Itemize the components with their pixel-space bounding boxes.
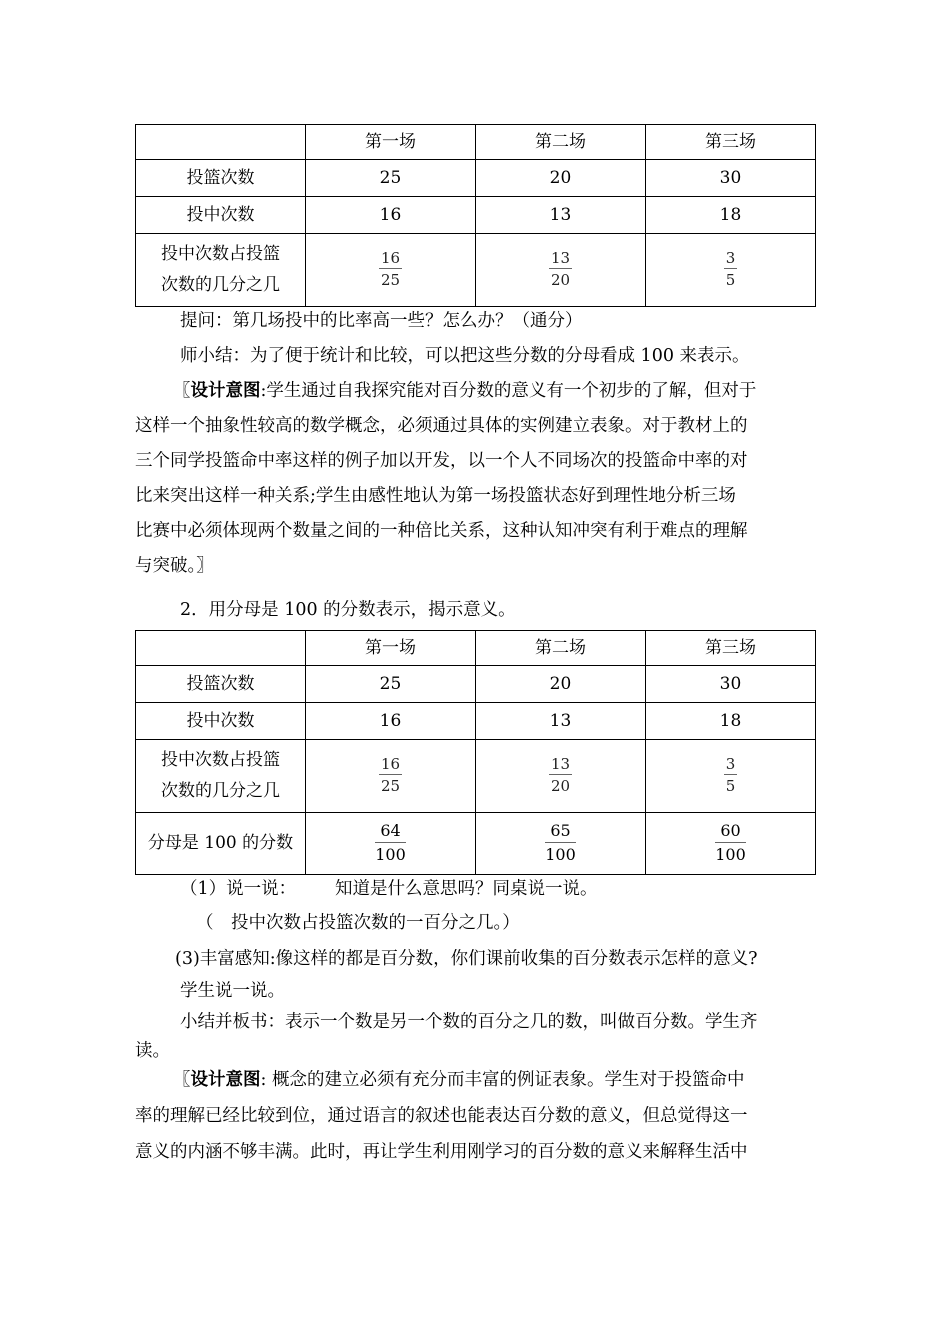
numerator: 60 xyxy=(715,822,746,843)
conclusion-line: 读。 xyxy=(135,1041,170,1061)
numerator: 3 xyxy=(724,250,738,270)
denominator: 25 xyxy=(380,271,401,290)
denominator: 25 xyxy=(380,777,401,796)
students-say: 学生说一说。 xyxy=(180,981,285,1001)
paragraph-line xyxy=(173,1072,744,1090)
row-label-line: 次数的几分之几 xyxy=(161,781,280,801)
paragraph-line: 比赛中必须体现两个数量之间的一种倍比关系，这种认知冲突有利于难点的理解 xyxy=(135,521,748,541)
row-label: 投篮次数 xyxy=(136,160,306,197)
teacher-summary: 师小结：为了便于统计和比较，可以把这些分数的分母看成 100 来表示。 xyxy=(180,346,750,366)
table-cell: 25 xyxy=(306,160,476,197)
row-label-line: 次数的几分之几 xyxy=(161,275,280,295)
denominator: 5 xyxy=(725,271,736,290)
numerator: 13 xyxy=(549,250,572,270)
table-cell: 13 xyxy=(476,703,646,740)
fraction-cell xyxy=(476,234,646,307)
table-percent-fractions xyxy=(135,630,816,875)
denominator: 5 xyxy=(725,777,736,796)
row-label xyxy=(136,740,306,813)
fraction xyxy=(379,250,402,289)
fraction xyxy=(379,756,402,795)
table-header-cell: 第一场 xyxy=(306,125,476,160)
question-text: 提问：第几场投中的比率高一些？怎么办？（通分） xyxy=(180,311,583,331)
numerator: 3 xyxy=(724,756,738,776)
fraction-cell xyxy=(306,740,476,813)
numerator: 64 xyxy=(375,822,406,843)
table-row xyxy=(136,197,816,234)
row-label: 投中次数 xyxy=(136,197,306,234)
paragraph-line: 率的理解已经比较到位，通过语言的叙述也能表达百分数的意义，但总觉得这一 xyxy=(135,1106,748,1126)
row-label xyxy=(136,234,306,307)
denominator: 20 xyxy=(550,271,571,290)
denominator: 100 xyxy=(545,844,576,864)
fraction-cell xyxy=(646,740,816,813)
fraction-cell xyxy=(646,234,816,307)
fraction xyxy=(724,250,738,289)
paragraph-line: 这样一个抽象性较高的数学概念，必须通过具体的实例建立表象。对于教材上的 xyxy=(135,416,748,436)
bracket: 〖 xyxy=(173,381,191,401)
paragraph-line: 意义的内涵不够丰满。此时，再让学生利用刚学习的百分数的意义来解释生活中 xyxy=(135,1142,748,1162)
table-row xyxy=(136,666,816,703)
numerator: 16 xyxy=(379,250,402,270)
fraction-cell xyxy=(476,813,646,875)
item-1-prompt: （1）说一说： xyxy=(180,879,297,899)
paragraph-line xyxy=(173,383,756,401)
row-label-line: 投中次数占投篮 xyxy=(161,749,280,770)
table-row xyxy=(136,703,816,740)
table-header-row xyxy=(136,125,816,160)
table-header-cell: 第二场 xyxy=(476,125,646,160)
row-label: 投中次数 xyxy=(136,703,306,740)
row-label: 投篮次数 xyxy=(136,666,306,703)
table-row xyxy=(136,234,816,307)
fraction-cell xyxy=(306,813,476,875)
fraction xyxy=(549,756,572,795)
table-row xyxy=(136,813,816,875)
design-intent-paragraph xyxy=(135,383,817,593)
numerator: 13 xyxy=(549,756,572,776)
row-label-line: 投中次数占投篮 xyxy=(161,243,280,264)
table-cell: 13 xyxy=(476,197,646,234)
fraction-cell xyxy=(306,234,476,307)
table-header-cell: 第一场 xyxy=(306,631,476,666)
denominator: 100 xyxy=(715,844,746,864)
table-row xyxy=(136,160,816,197)
paragraph-line: 比来突出这样一种关系;学生由感性地认为第一场投篮状态好到理性地分析三场 xyxy=(135,486,736,506)
fraction xyxy=(724,756,738,795)
fraction-cell xyxy=(646,813,816,875)
bracket: 〖 xyxy=(173,1070,191,1090)
denominator: 100 xyxy=(375,844,406,864)
paragraph-text: :学生通过自我探究能对百分数的意义有一个初步的了解，但对于 xyxy=(260,381,757,401)
paragraph-line: 三个同学投篮命中率这样的例子加以开发，以一个人不同场次的投篮命中率的对 xyxy=(135,451,748,471)
denominator: 20 xyxy=(550,777,571,796)
numerator: 65 xyxy=(545,822,576,843)
table-row xyxy=(136,740,816,813)
table-cell: 16 xyxy=(306,703,476,740)
fraction xyxy=(375,822,406,863)
table-cell: 30 xyxy=(646,160,816,197)
fraction xyxy=(715,822,746,863)
table-cell: 20 xyxy=(476,160,646,197)
item-3-text: (3)丰富感知:像这样的都是百分数，你们课前收集的百分数表示怎样的意义? xyxy=(175,949,758,969)
table-cell: 25 xyxy=(306,666,476,703)
table-header-cell xyxy=(136,631,306,666)
table-cell: 18 xyxy=(646,703,816,740)
design-intent-label: 设计意图 xyxy=(190,381,261,401)
table-cell: 20 xyxy=(476,666,646,703)
table-header-cell xyxy=(136,125,306,160)
step-heading: 2．用分母是 100 的分数表示，揭示意义。 xyxy=(180,600,516,620)
fraction-cell xyxy=(476,740,646,813)
table-header-cell: 第三场 xyxy=(646,631,816,666)
numerator: 16 xyxy=(379,756,402,776)
item-1-answer: （ 投中次数占投篮次数的一百分之几。） xyxy=(196,913,520,933)
table-cell: 30 xyxy=(646,666,816,703)
paragraph-text: : 概念的建立必须有充分而丰富的例证表象。学生对于投篮命中 xyxy=(260,1070,745,1090)
design-intent-label: 设计意图 xyxy=(190,1070,261,1090)
fraction xyxy=(545,822,576,863)
paragraph-line: 与突破。〗 xyxy=(135,556,214,576)
row-label: 分母是 100 的分数 xyxy=(136,813,306,875)
table-header-cell: 第三场 xyxy=(646,125,816,160)
table-cell: 18 xyxy=(646,197,816,234)
table-header-cell: 第二场 xyxy=(476,631,646,666)
table-shooting-fractions xyxy=(135,124,816,307)
conclusion-line: 小结并板书：表示一个数是另一个数的百分之几的数，叫做百分数。学生齐 xyxy=(180,1012,758,1032)
design-intent-paragraph xyxy=(135,1072,817,1177)
item-1-question: 知道是什么意思吗？同桌说一说。 xyxy=(335,879,598,899)
table-cell: 16 xyxy=(306,197,476,234)
table-header-row xyxy=(136,631,816,666)
fraction xyxy=(549,250,572,289)
